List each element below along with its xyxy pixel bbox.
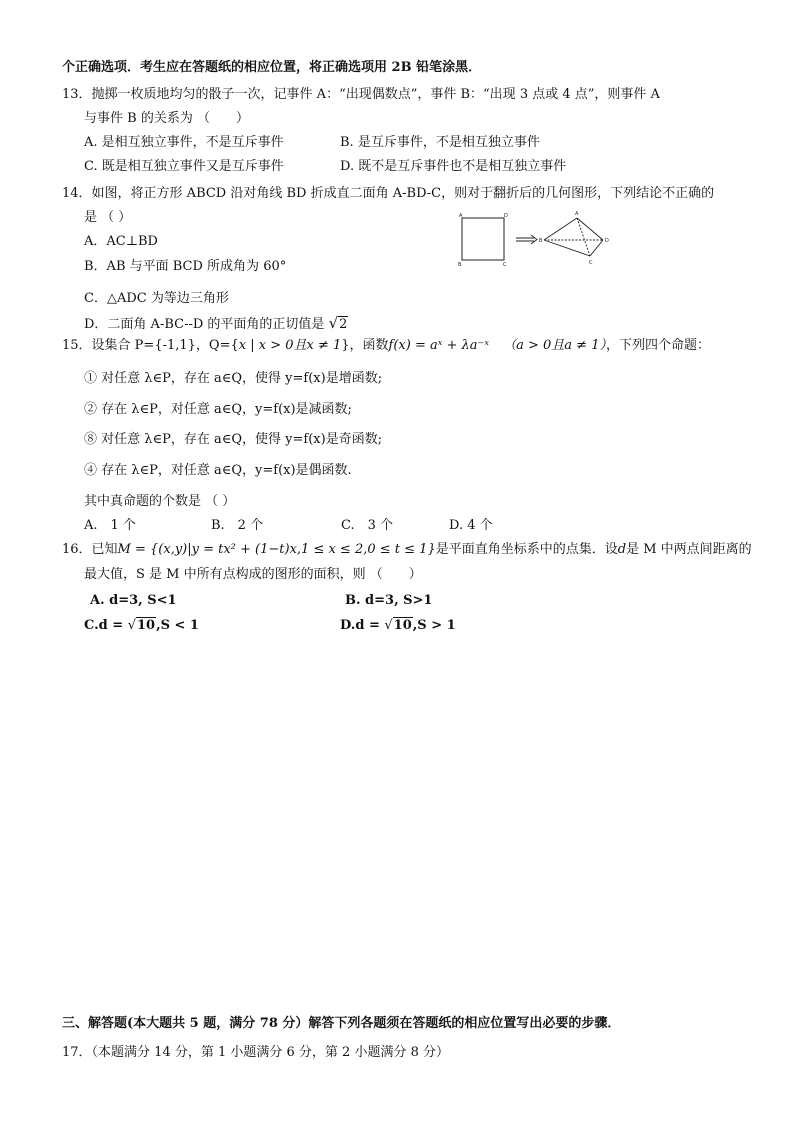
- folded-label-d: D: [605, 238, 609, 244]
- q14-stem-line-1: 14．如图，将正方形 ABCD 沿对角线 BD 折成直二面角 A-BD-C，则对于翻折后的几何图形，下列结论不正确的: [62, 186, 715, 201]
- sqrt-symbol: √: [384, 618, 393, 633]
- q14-option-d: [84, 314, 348, 334]
- q16-option-b: B. d=3, S>1: [345, 593, 433, 608]
- q15-option-c: C. 3 个: [341, 518, 394, 533]
- section-3-heading: 三、解答题(本大题共 5 题，满分 78 分）解答下列各题须在答题纸的相应位置写出必要的步骤．: [62, 1016, 621, 1031]
- folded-figure: [544, 218, 603, 256]
- q15-set-q: x | x > 0且x ≠ 1: [238, 338, 342, 353]
- q16-stem-mid: 是平面直角坐标系中的点集．设: [435, 542, 618, 557]
- q13-option-d: D. 既不是互斥事件也不是相互独立事件: [340, 159, 567, 174]
- instruction-line: 个正确选项．考生应在答题纸的相应位置，将正确选项用 2B 铅笔涂黑．: [62, 60, 482, 75]
- q16-option-c: [84, 617, 199, 635]
- q16-option-d-suffix: ,S > 1: [412, 618, 456, 633]
- q13-stem-line-2: 与事件 B 的关系为 （ ）: [84, 111, 249, 126]
- sqrt-symbol: √: [127, 618, 136, 633]
- folded-label-b: B: [539, 238, 543, 244]
- square-label-b: B: [458, 262, 462, 268]
- square-label-a: A: [459, 213, 463, 219]
- square-label-c: C: [503, 262, 507, 268]
- q15-prop-2: ② 存在 λ∈P，对任意 a∈Q，y=f(x)是减函数;: [84, 402, 352, 417]
- q14-option-d-sqrt-value: 2: [339, 317, 348, 332]
- square-label-d: D: [504, 213, 508, 219]
- q13-stem-line-1: 13．抛掷一枚质地均匀的骰子一次，记事件 A：“出现偶数点”，事件 B：“出现 3 点或 4 点”，则事件 A: [62, 87, 660, 102]
- q14-option-c: C．△ADC 为等边三角形: [84, 291, 229, 306]
- q14-stem-line-2: 是 （ ）: [84, 210, 132, 225]
- q15-stem-prefix: 15．设集合 P={-1,1}，Q={: [62, 338, 239, 353]
- q16-option-d-prefix: D.d =: [340, 618, 385, 633]
- q16-option-c-sqrt: 10: [136, 618, 156, 633]
- q16-set-m: M = {(x,y)|y = tx² + (1−t)x,1 ≤ x ≤ 2,0 ≤ t ≤ 1}: [117, 542, 436, 557]
- q14-figure: [455, 208, 615, 270]
- q16-d-symbol: d: [617, 542, 627, 557]
- q16-option-d: [340, 617, 456, 635]
- q17-heading: 17．（本题满分 14 分，第 1 小题满分 6 分，第 2 小题满分 8 分）: [62, 1045, 449, 1060]
- q15-ask: 其中真命题的个数是 （ ）: [84, 494, 236, 509]
- q13-option-c: C. 既是相互独立事件又是互斥事件: [84, 159, 284, 174]
- q16-stem-line-2: 最大值，S 是 M 中所有点构成的图形的面积，则 （ ）: [84, 567, 422, 582]
- double-arrow-icon: [516, 235, 537, 244]
- q15-stem-suffix: ，下列四个命题：: [605, 338, 710, 353]
- q15-option-b: B. 2 个: [211, 518, 264, 533]
- q15-stem-mid: }，函数: [341, 338, 389, 353]
- folded-label-c: C: [589, 260, 593, 266]
- q15-prop-3: ⑧ 对任意 λ∈P，存在 a∈Q，使得 y=f(x)是奇函数;: [84, 432, 383, 447]
- q16-option-a: A. d=3, S<1: [90, 593, 177, 608]
- q15-stem: [62, 337, 710, 355]
- q15-condition: （a > 0且a ≠ 1）: [503, 338, 606, 353]
- q14-option-a: A．AC⊥BD: [84, 234, 158, 249]
- q16-option-c-suffix: ,S < 1: [156, 618, 199, 633]
- q16-stem-prefix: 16．已知: [62, 542, 118, 557]
- folded-label-a: A: [575, 211, 579, 217]
- q15-function: f(x) = aˣ + λa⁻ˣ: [388, 338, 489, 353]
- q15-prop-1: ① 对任意 λ∈P，存在 a∈Q，使得 y=f(x)是增函数;: [84, 371, 383, 386]
- q15-option-d: D. 4 个: [449, 518, 493, 533]
- square-abcd: [462, 218, 504, 260]
- q14-option-d-text: D．二面角 A-BC--D 的平面角的正切值是: [84, 317, 329, 332]
- q16-stem-suffix: 是 M 中两点间距离的: [626, 542, 752, 557]
- q16-stem-line-1: [62, 541, 752, 559]
- sqrt-symbol: √: [328, 314, 339, 332]
- q15-option-a: A. 1 个: [84, 518, 136, 533]
- q13-option-a: A. 是相互独立事件，不是互斥事件: [84, 135, 284, 150]
- q14-option-b: B．AB 与平面 BCD 所成角为 60°: [84, 259, 287, 274]
- q16-option-c-prefix: C.d =: [84, 618, 128, 633]
- q13-option-b: B. 是互斥事件，不是相互独立事件: [340, 135, 540, 150]
- q16-option-d-sqrt: 10: [393, 618, 412, 633]
- q15-prop-4: ④ 存在 λ∈P，对任意 a∈Q，y=f(x)是偶函数.: [84, 463, 352, 478]
